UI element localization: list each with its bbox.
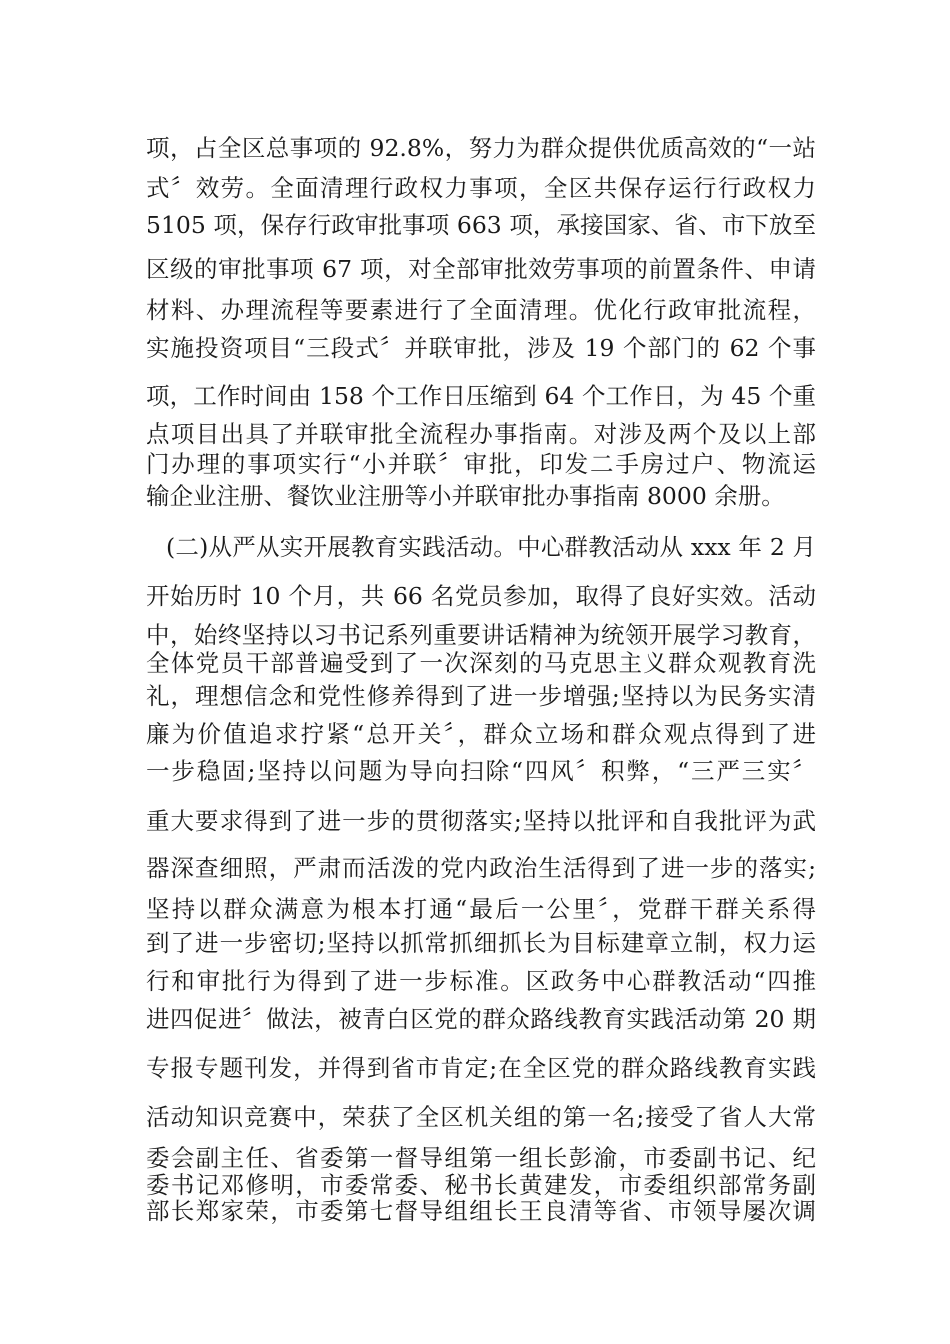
text-line: 专报专题刊发，并得到省市肯定;在全区党的群众路线教育实践 (146, 1054, 816, 1082)
text-line: 礼，理想信念和党性修养得到了进一步增强;坚持以为民务实清 (146, 682, 816, 710)
text-line: 门办理的事项实行“小并联〞审批，印发二手房过户、物流运 (146, 450, 816, 478)
text-line: 输企业注册、餐饮业注册等小并联审批办事指南 8000 余册。 (146, 482, 785, 510)
text-line: 重大要求得到了进一步的贯彻落实;坚持以批评和自我批评为武 (146, 807, 816, 835)
text-line: 式〞效劳。全面清理行政权力事项，全区共保存运行行政权力 (146, 174, 816, 202)
text-line: 实施投资项目“三段式〞并联审批，涉及 19 个部门的 62 个事 (146, 334, 816, 362)
text-line: 到了进一步密切;坚持以抓常抓细抓长为目标建章立制，权力运 (146, 929, 816, 957)
text-line: 部长郑家荣，市委第七督导组组长王良清等省、市领导屡次调 (146, 1197, 816, 1225)
text-line: 项，占全区总事项的 92.8%，努力为群众提供优质高效的“一站 (146, 134, 816, 162)
text-line: 5105 项，保存行政审批事项 663 项，承接国家、省、市下放至 (146, 211, 816, 239)
text-line: 坚持以群众满意为根本打通“最后一公里〞，党群干群关系得 (146, 895, 816, 923)
text-line: 材料、办理流程等要素进行了全面清理。优化行政审批流程， (146, 296, 816, 324)
text-line: 点项目出具了并联审批全流程办事指南。对涉及两个及以上部 (146, 420, 816, 448)
text-line: 进四促进〞做法，被青白区党的群众路线教育实践活动第 20 期 (146, 1005, 816, 1033)
text-line: 行和审批行为得到了进一步标准。区政务中心群教活动“四推 (146, 967, 816, 995)
text-line: 全体党员干部普遍受到了一次深刻的马克思主义群众观教育洗 (146, 649, 816, 677)
text-line: 项，工作时间由 158 个工作日压缩到 64 个工作日，为 45 个重 (146, 382, 816, 410)
text-line: 委会副主任、省委第一督导组第一组长彭渝，市委副书记、纪 (146, 1144, 816, 1172)
text-line: 廉为价值追求拧紧“总开关〞，群众立场和群众观点得到了进 (146, 720, 816, 748)
text-line: 委书记邓修明，市委常委、秘书长黄建发，市委组织部常务副 (146, 1171, 816, 1199)
text-line: 活动知识竞赛中，荣获了全区机关组的第一名;接受了省人大常 (146, 1103, 816, 1131)
section-heading-line: (二)从严从实开展教育实践活动。中心群教活动从 xxx 年 2 月 (166, 533, 816, 561)
text-line: 器深查细照，严肃而活泼的党内政治生活得到了进一步的落实; (146, 854, 816, 882)
text-line: 中，始终坚持以习书记系列重要讲话精神为统领开展学习教育， (146, 621, 816, 649)
text-line: 区级的审批事项 67 项，对全部审批效劳事项的前置条件、申请 (146, 255, 816, 283)
text-line: 开始历时 10 个月，共 66 名党员参加，取得了良好实效。活动 (146, 582, 816, 610)
text-line: 一步稳固;坚持以问题为导向扫除“四风〞积弊，“三严三实〞 (146, 757, 816, 785)
